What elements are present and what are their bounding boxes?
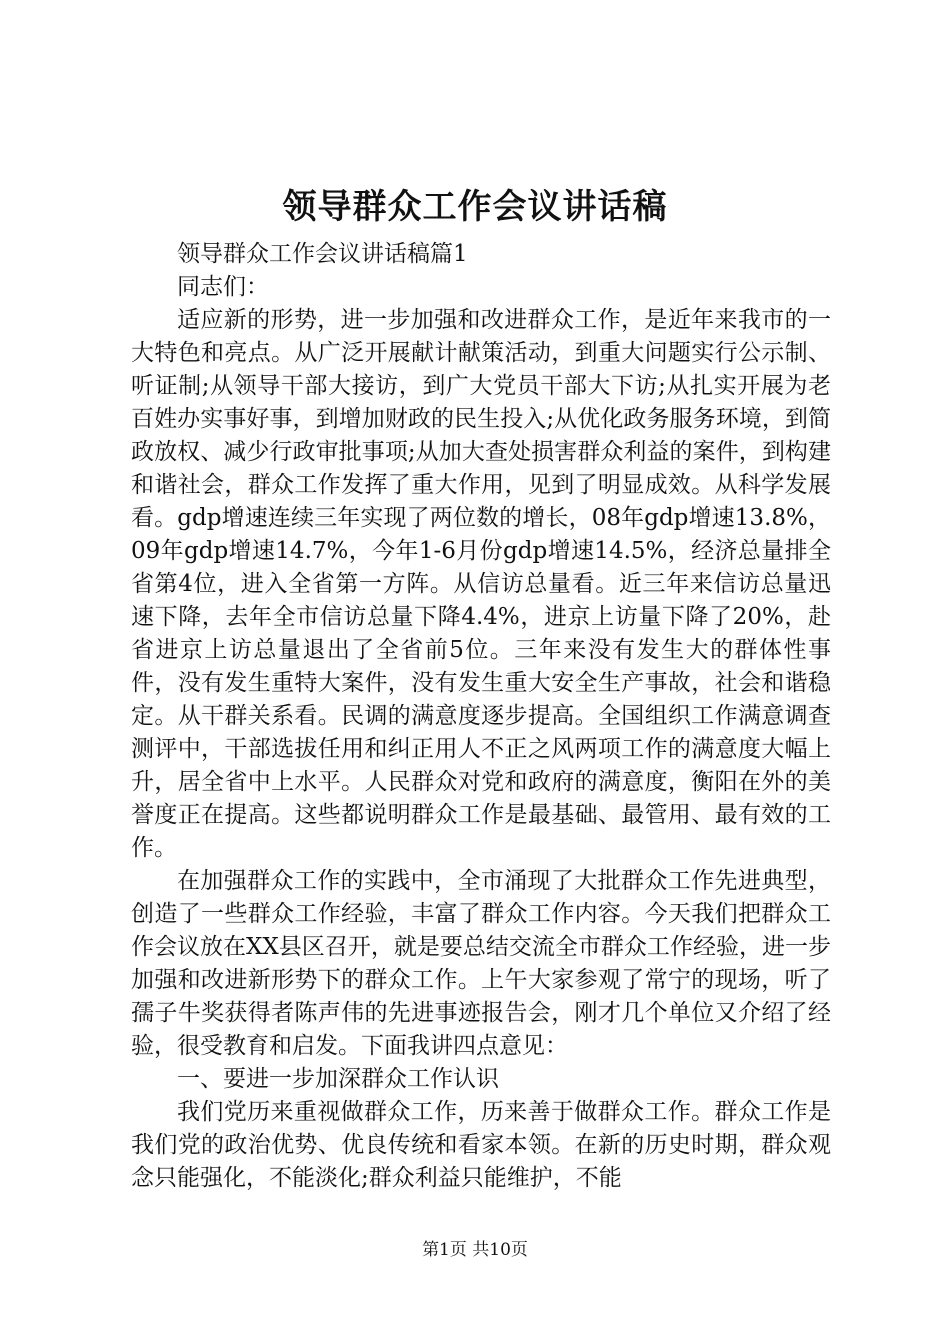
paragraph-1: 适应新的形势，进一步加强和改进群众工作，是近年来我市的一大特色和亮点。从广泛开展献计献策活动，到重大问题实行公示制、听证制;从领导干部大接访，到广大党员干部大下访;从扎实开展为老百姓办实事好事，到增加财政的民生投入;从优化政务服务环境，到简政放权、减少行政审批事项;从加大查处损害群众利益的案件，到构建和谐社会，群众工作发挥了重大作用，见到了明显成效。从科学发展看。gdp增速连续三年实现了两位数的增长，08年gdp增速13.8%，09年gdp增速14.7%，今年1-6月份gdp增速14.5%，经济总量排全省第4位，进入全省第一方阵。从信访总量看。近三年来信访总量迅速下降，去年全市信访总量下降4.4%，进京上访量下降了20%，赴省进京上访总量退出了全省前5位。三年来没有发生大的群体性事件，没有发生重特大案件，没有发生重大安全生产事故，社会和谐稳定。从干群关系看。民调的满意度逐步提高。全国组织工作满意调查测评中，干部选拔任用和纠正用人不正之风两项工作的满意度大幅上升，居全省中上水平。人民群众对党和政府的满意度，衡阳在外的美誉度正在提高。这些都说明群众工作是最基础、最管用、最有效的工作。 <box>131 307 831 861</box>
salutation: 同志们： <box>177 274 269 300</box>
paragraph-2: 在加强群众工作的实践中，全市涌现了大批群众工作先进典型，创造了一些群众工作经验，丰富了群众工作内容。今天我们把群众工作会议放在XX县区召开，就是要总结交流全市群众工作经验，进一步加强和改进新形势下的群众工作。上午大家参观了常宁的现场，听了孺子牛奖获得者陈声伟的先进事迹报告会，刚才几个单位又介绍了经验，很受教育和启发。下面我讲四点意见： <box>131 868 831 1059</box>
document-title: 领导群众工作会议讲话稿 <box>282 187 668 227</box>
section-heading-1: 一、要进一步加深群众工作认识 <box>177 1066 499 1092</box>
paragraph-3: 我们党历来重视做群众工作，历来善于做群众工作。群众工作是我们党的政治优势、优良传统和看家本领。在新的历史时期，群众观念只能强化，不能淡化;群众利益只能维护，不能 <box>131 1099 831 1191</box>
section-heading-part1: 领导群众工作会议讲话稿篇1 <box>177 241 468 267</box>
document-body <box>131 238 831 1195</box>
page-number-footer: 第1页 共10页 <box>422 1240 528 1260</box>
